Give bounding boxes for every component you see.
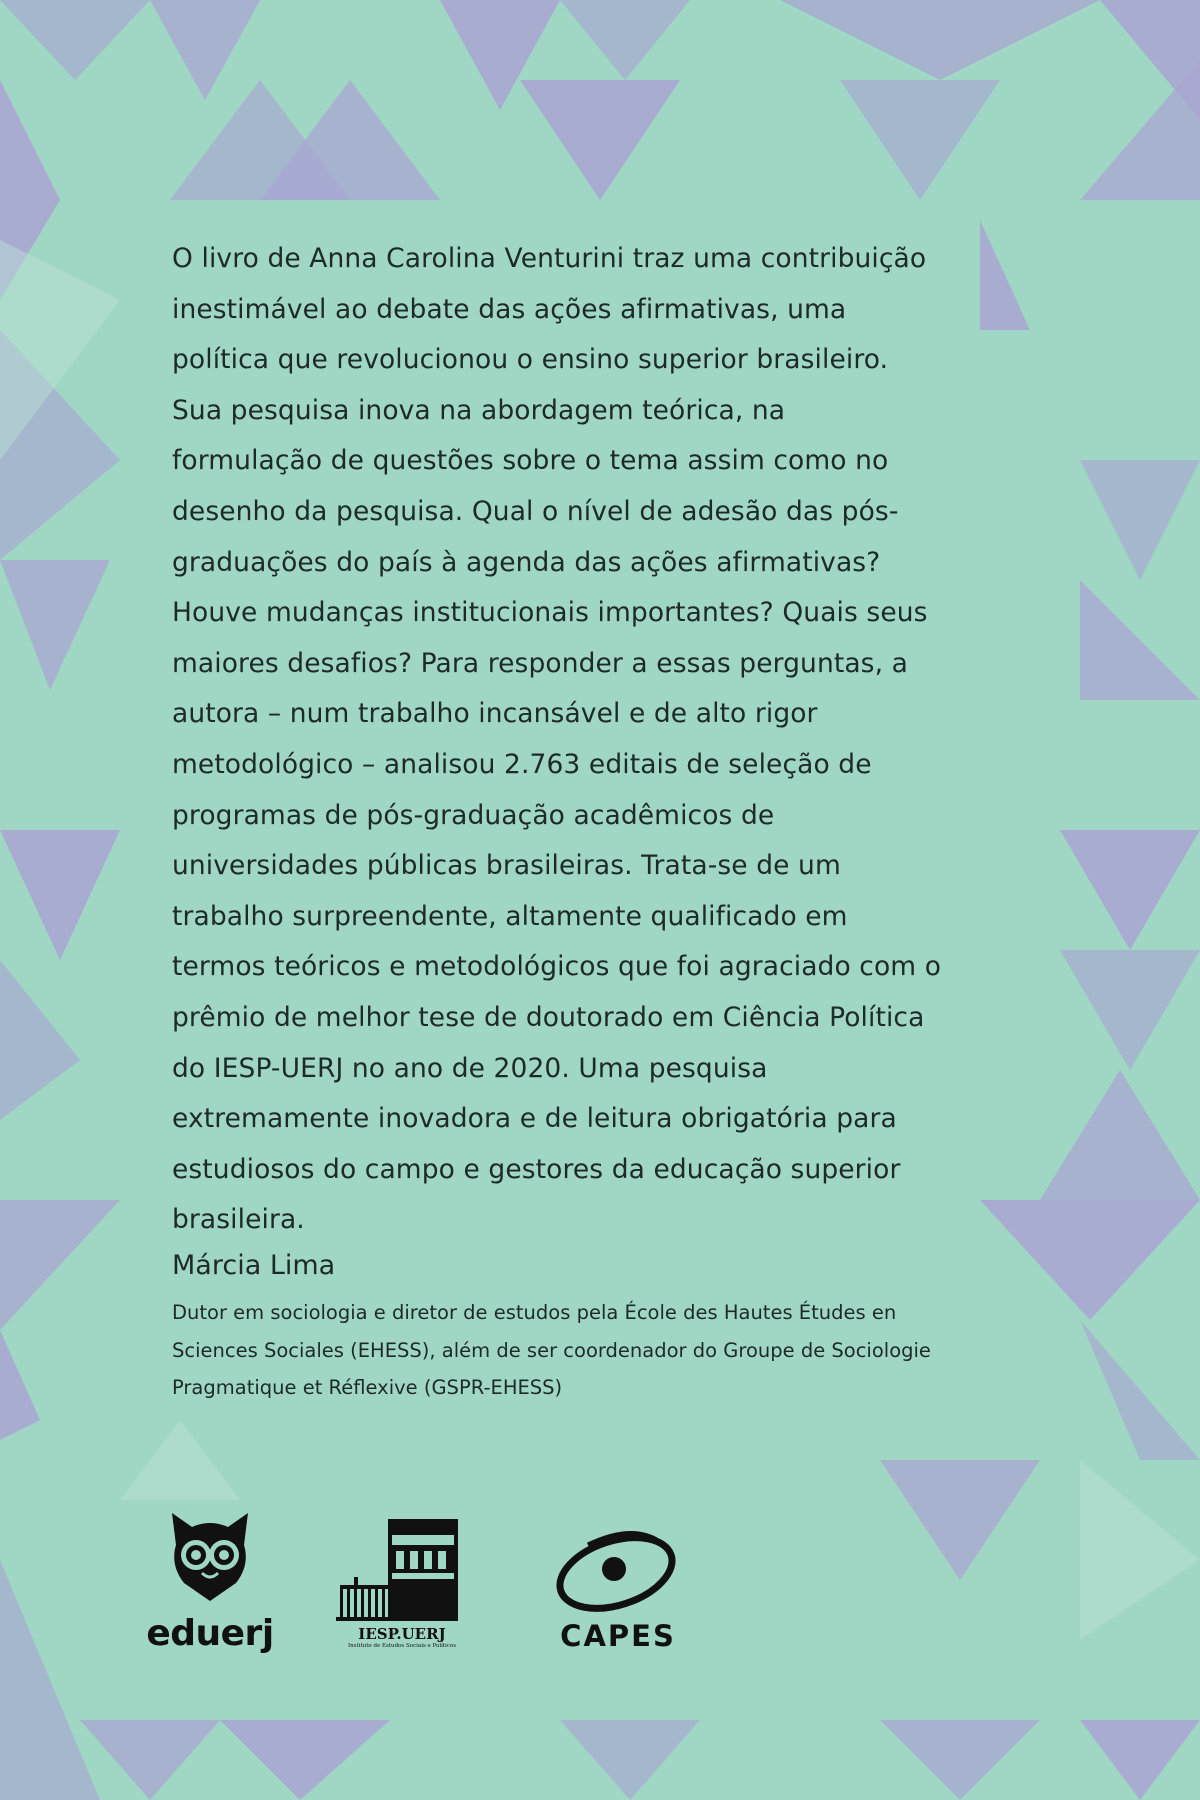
building-icon: [336, 1517, 468, 1621]
orbit-icon: [548, 1525, 688, 1621]
author-name: Márcia Lima: [172, 1250, 336, 1281]
capes-logo: [548, 1525, 688, 1655]
iesp-uerj-label: IESP.UERJ: [358, 1625, 446, 1643]
capes-label: CAPES: [560, 1619, 676, 1653]
iesp-uerj-logo: [336, 1517, 468, 1665]
iesp-uerj-subtitle: Instituto de Estudos Sociais e Políticos: [347, 1643, 457, 1649]
eduerj-label: eduerj: [146, 1613, 274, 1654]
author-affiliation: Dutor em sociologia e diretor de estudos pela École des Hautes Études en Sciences Sociales (EHESS), além de ser coordenador do Groupe de Sociologie Pragmatique et Réflexive (GSPR-EHESS): [172, 1301, 931, 1399]
review-paragraph-1: O livro de Anna Carolina Venturini traz uma contribuição inestimável ao debate das ações afirmativas, uma política que revolucionou o ensino superior brasileiro.: [172, 243, 927, 376]
review-text: [172, 234, 942, 1246]
publisher-logos: [140, 1505, 700, 1665]
eduerj-logo: [140, 1505, 280, 1665]
review-paragraph-2: Sua pesquisa inova na abordagem teórica, na formulação de questões sobre o tema assim como no desenho da pesquisa. Qual o nível de adesão das pós-graduações do país à agenda das ações afirmativas? Houve mudanças institucionais importantes? Quais seus maiores desafios? Para responder a essas perguntas, a autora – num trabalho incansável e de alto rigor metodológico – analisou 2.763 editais de seleção de programas de pós-graduação acadêmicos de universidades públicas brasileiras. Trata-se de um trabalho surpreendente, altamente qualificado em termos teóricos e metodológicos que foi agraciado com o prêmio de melhor tese de doutorado em Ciência Política do IESP-UERJ no ano de 2020. Uma pesquisa extremamente inovadora e de leitura obrigatória para estudiosos do campo e gestores da educação superior brasileira.: [172, 394, 942, 1236]
owl-icon: [140, 1505, 280, 1615]
